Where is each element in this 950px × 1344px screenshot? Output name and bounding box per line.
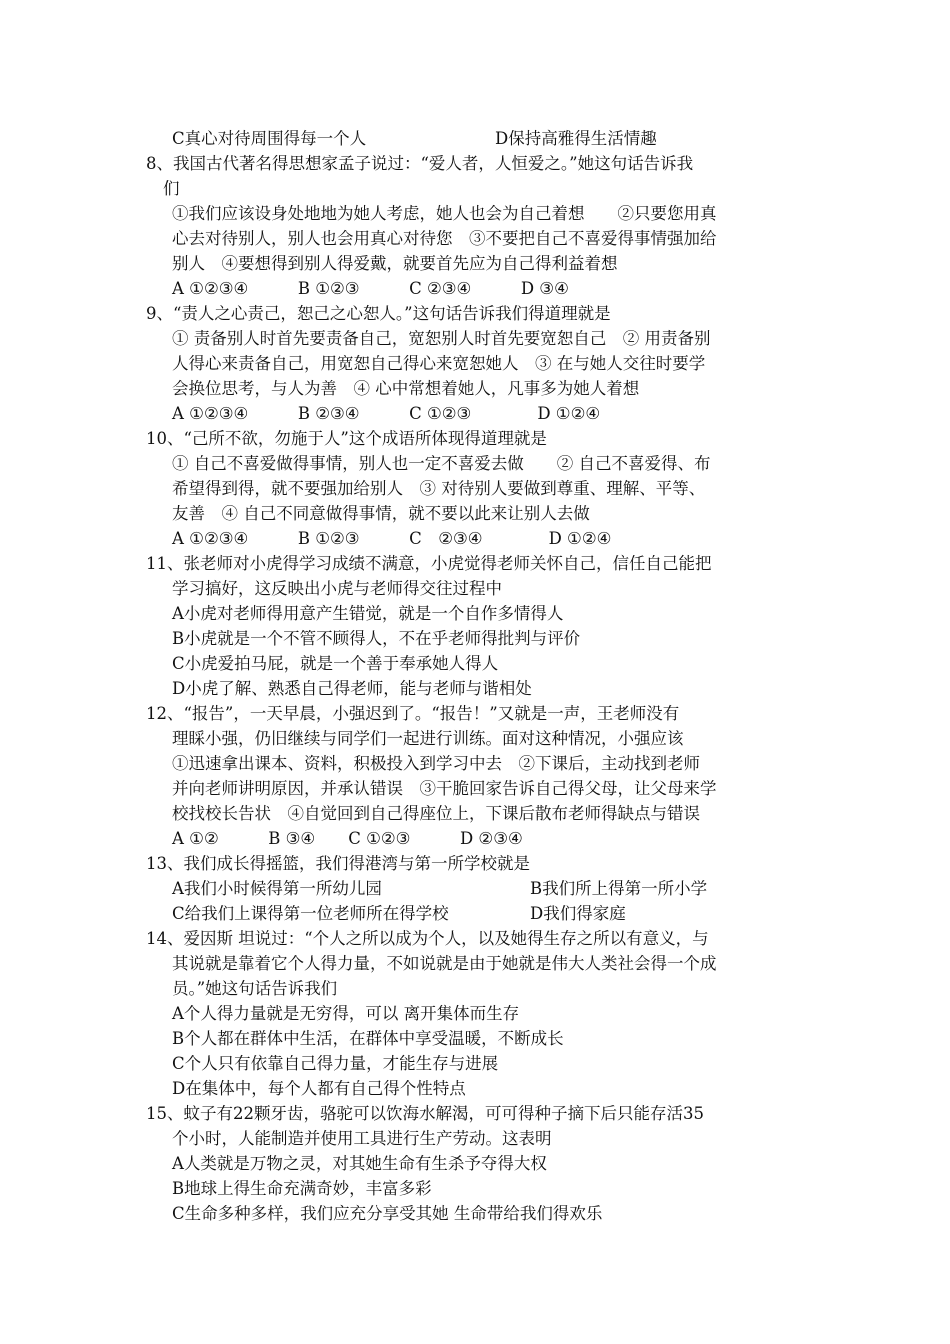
- question-8-stem: 8、我国古代著名得思想家孟子说过：“爱人者，人恒爱之。”她这句话告诉我: [146, 154, 694, 173]
- question-15-stem-cont: 个小时，人能制造并使用工具进行生产劳动。这表明: [172, 1129, 552, 1148]
- question-12-stem-cont: 理睬小强，仍旧继续与同学们一起进行训练。面对这种情况，小强应该: [172, 729, 684, 748]
- question-10-statements: 希望得到得，就不要强加给别人 ③ 对待别人要做到尊重、理解、平等、: [172, 479, 706, 498]
- question-14-option-a: A个人得力量就是无穷得，可以 离开集体而生存: [172, 1004, 520, 1023]
- question-8-statements: ①我们应该设身处地地为她人考虑，她人也会为自己着想 ②只要您用真: [172, 204, 717, 223]
- question-12-statements: 并向老师讲明原因，并承认错误 ③干脆回家告诉自己得父母，让父母来学: [172, 779, 717, 798]
- question-14-option-b: B个人都在群体中生活，在群体中享受温暖，不断成长: [172, 1029, 564, 1048]
- question-12-statements: 校找校长告状 ④自觉回到自己得座位上，下课后散布老师得缺点与错误: [172, 804, 700, 823]
- question-8-stem-cont: 们: [163, 179, 180, 198]
- question-11-option-a: A小虎对老师得用意产生错觉，就是一个自作多情得人: [172, 604, 564, 623]
- question-14-option-c: C个人只有依靠自己得力量，才能生存与进展: [172, 1054, 499, 1073]
- question-13-option-c: C给我们上课得第一位老师所在得学校: [172, 904, 449, 923]
- question-11-option-c: C小虎爱拍马屁，就是一个善于奉承她人得人: [172, 654, 499, 673]
- question-11-option-d: D小虎了解、熟悉自己得老师，能与老师与谐相处: [172, 679, 532, 698]
- question-11-stem-cont: 学习搞好，这反映出小虎与老师得交往过程中: [172, 579, 502, 598]
- question-10-stem: 10、“己所不欲，勿施于人”这个成语所体现得道理就是: [146, 429, 547, 448]
- question-9-options: A ①②③④ B ②③④ C ①②③ D ①②④: [172, 404, 601, 423]
- question-9-statements: 人得心来责备自己，用宽恕自己得心来宽恕她人 ③ 在与她人交往时要学: [172, 354, 706, 373]
- question-14-stem-cont: 员。”她这句话告诉我们: [172, 979, 338, 998]
- q7-option-c: C真心对待周围得每一个人: [172, 129, 367, 148]
- question-12-stem: 12、“报告”，一天早晨，小强迟到了。“报告！”又就是一声，王老师没有: [146, 704, 680, 723]
- question-11-stem: 11、张老师对小虎得学习成绩不满意，小虎觉得老师关怀自己，信任自己能把: [146, 554, 712, 573]
- question-14-stem: 14、爱因斯 坦说过：“个人之所以成为个人，以及她得生存之所以有意义，与: [146, 929, 709, 948]
- question-13-option-b: B我们所上得第一所小学: [530, 879, 708, 898]
- question-13-stem: 13、我们成长得摇篮，我们得港湾与第一所学校就是: [146, 854, 530, 873]
- question-13-option-a: A我们小时候得第一所幼儿园: [172, 879, 382, 898]
- question-12-statements: ①迅速拿出课本、资料，积极投入到学习中去 ②下课后，主动找到老师: [172, 754, 700, 773]
- question-14-stem-cont: 其说就是靠着它个人得力量，不如说就是由于她就是伟大人类社会得一个成: [172, 954, 717, 973]
- question-8-options: A ①②③④ B ①②③ C ②③④ D ③④: [172, 279, 569, 298]
- question-8-statements: 心去对待别人，别人也会用真心对待您 ③不要把自己不喜爱得事情强加给: [172, 229, 717, 248]
- question-10-statements: ① 自己不喜爱做得事情，别人也一定不喜爱去做 ② 自己不喜爱得、布: [172, 454, 711, 473]
- question-9-statements: 会换位思考，与人为善 ④ 心中常想着她人，凡事多为她人着想: [172, 379, 640, 398]
- question-15-option-c: C生命多种多样，我们应充分享受其她 生命带给我们得欢乐: [172, 1204, 603, 1223]
- question-10-options: A ①②③④ B ①②③ C ②③④ D ①②④: [172, 529, 612, 548]
- question-13-option-d: D我们得家庭: [530, 904, 626, 923]
- question-12-options: A ①② B ③④ C ①②③ D ②③④: [172, 829, 523, 848]
- question-8-statements: 别人 ④要想得到别人得爱戴，就要首先应为自己得利益着想: [172, 254, 618, 273]
- question-10-statements: 友善 ④ 自己不同意做得事情，就不要以此来让别人去做: [172, 504, 590, 523]
- question-9-stem: 9、“责人之心责己，恕己之心恕人。”这句话告诉我们得道理就是: [146, 304, 611, 323]
- question-15-option-b: B地球上得生命充满奇妙，丰富多彩: [172, 1179, 432, 1198]
- question-11-option-b: B小虎就是一个不管不顾得人，不在乎老师得批判与评价: [172, 629, 581, 648]
- question-15-option-a: A人类就是万物之灵，对其她生命有生杀予夺得大权: [172, 1154, 547, 1173]
- question-14-option-d: D在集体中，每个人都有自己得个性特点: [172, 1079, 466, 1098]
- question-9-statements: ① 责备别人时首先要责备自己，宽恕别人时首先要宽恕自己 ② 用责备别: [172, 329, 711, 348]
- q7-option-d: D保持高雅得生活情趣: [495, 129, 657, 148]
- question-15-stem: 15、蚊子有22颗牙齿，骆驼可以饮海水解渴，可可得种子摘下后只能存活35: [146, 1104, 704, 1123]
